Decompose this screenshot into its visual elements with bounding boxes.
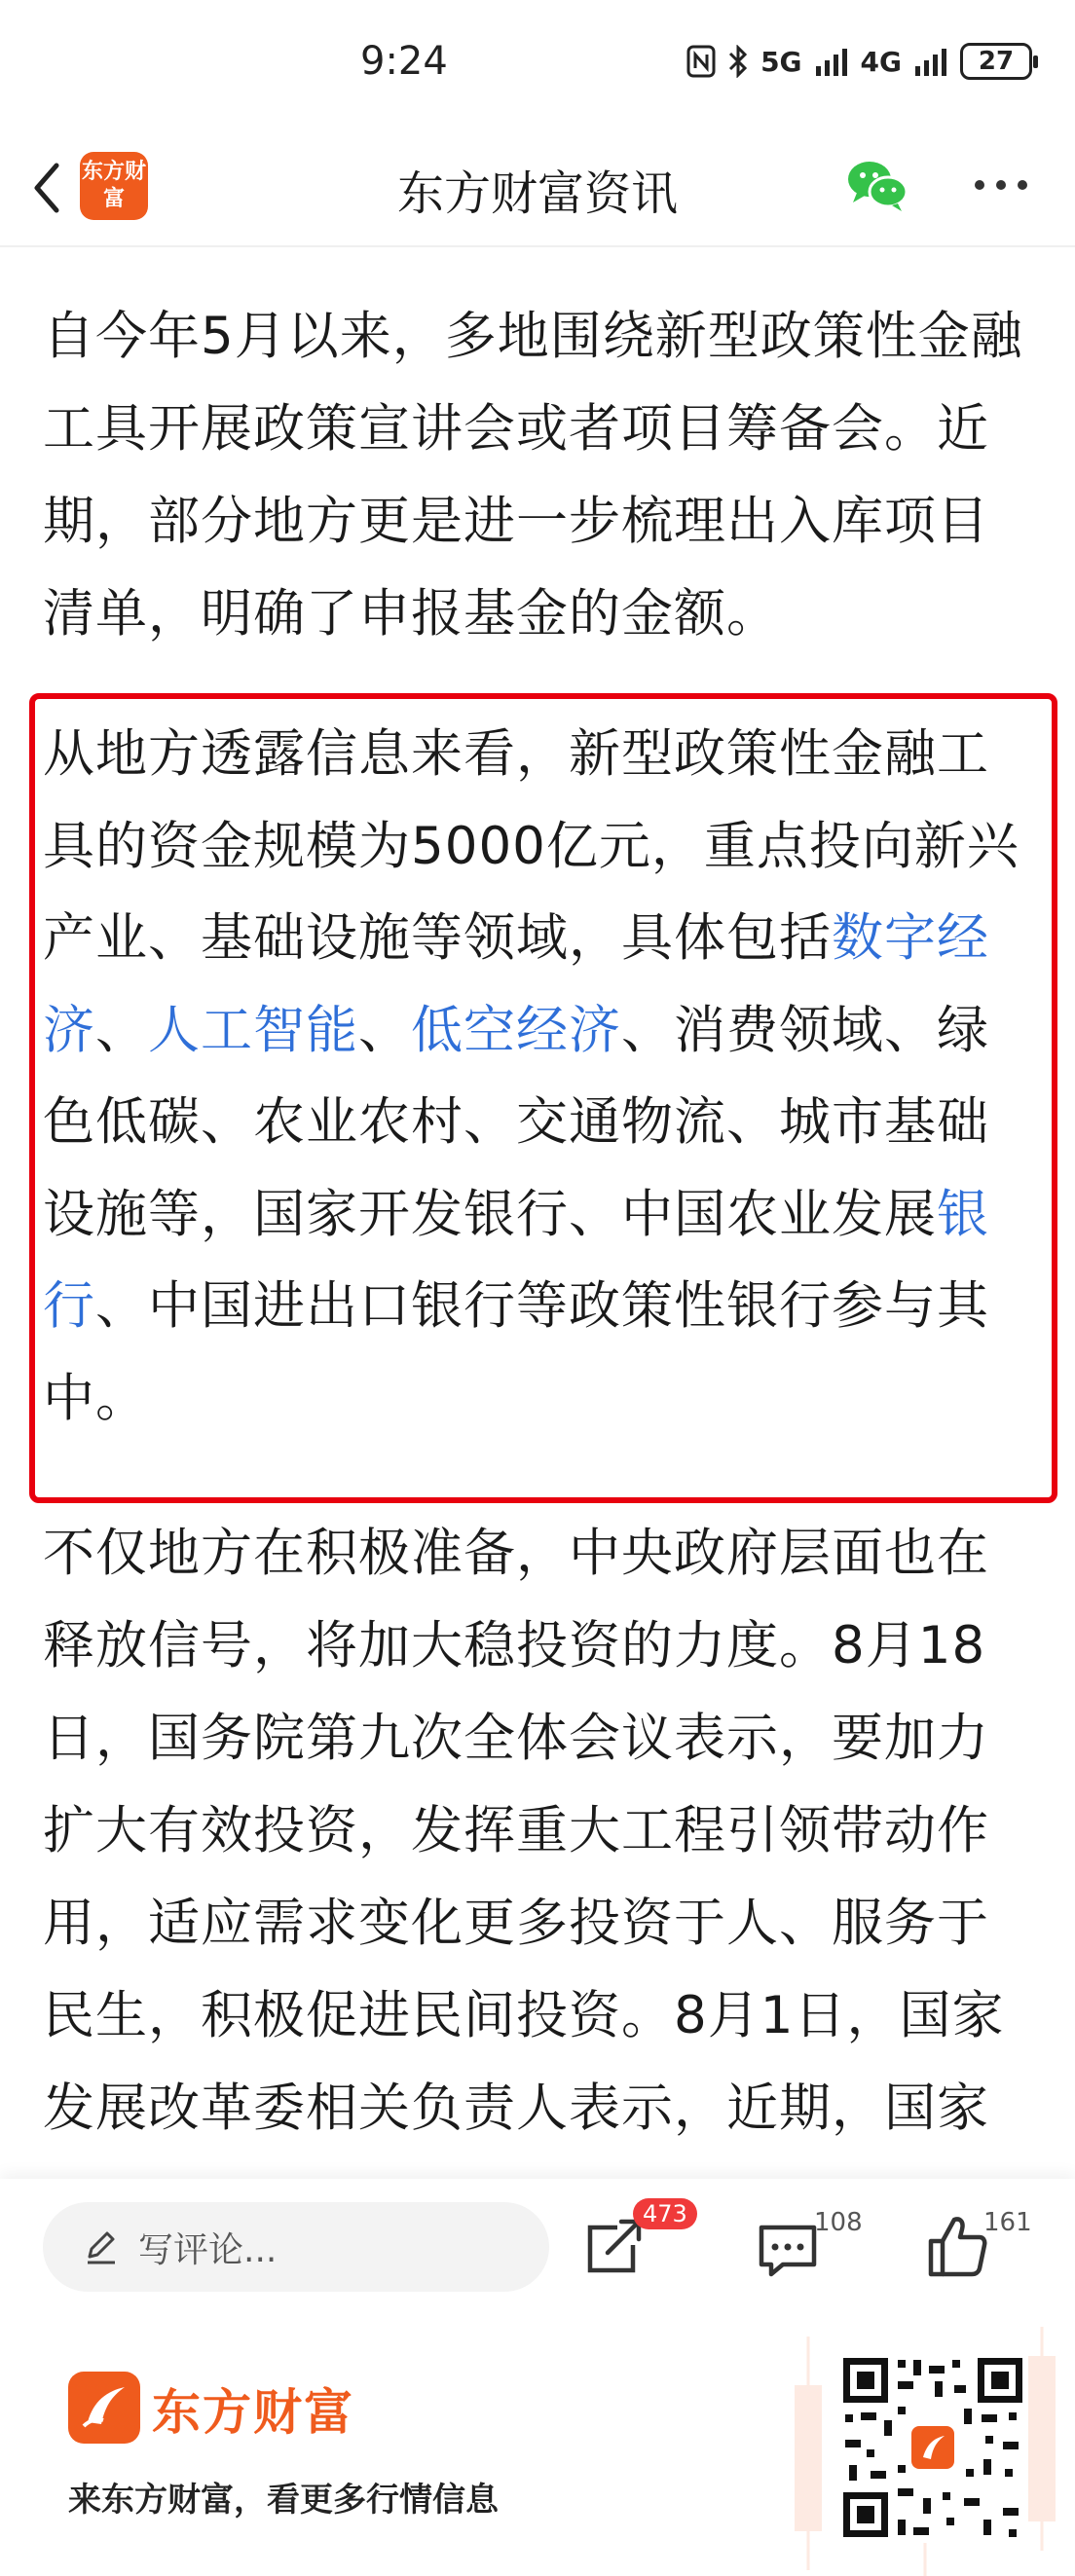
footer-logo-icon (68, 2372, 140, 2444)
action-bar (0, 2179, 1075, 2317)
comment-placeholder: 写评论... (138, 2229, 278, 2270)
para2-text-5: 、中国进出口银行等政策性银行参与其中。 (43, 1276, 989, 1428)
signal-bars-icon (814, 47, 849, 76)
status-time: 9:24 (360, 39, 448, 84)
link-low-altitude-economy[interactable]: 低空经济 (411, 1000, 621, 1060)
thumbs-up-icon[interactable] (923, 2208, 991, 2286)
signal-5g-label: 5G (760, 45, 802, 78)
app-logo: 东方财富 (80, 152, 148, 220)
like-count: 161 (983, 2208, 1032, 2237)
signal-bars-icon-2 (913, 47, 948, 76)
battery-indicator: 27 (960, 43, 1032, 80)
footer-brand: 东方财富 (152, 2384, 354, 2441)
signal-4g-label: 4G (860, 45, 902, 78)
wechat-icon[interactable] (845, 158, 909, 212)
qr-code[interactable] (837, 2352, 1028, 2543)
share-count-badge: 473 (633, 2198, 697, 2229)
status-icons (686, 43, 1032, 80)
comment-input[interactable] (43, 2202, 549, 2292)
comment-icon[interactable] (754, 2208, 822, 2286)
bluetooth-icon (727, 45, 749, 78)
para2-text-4: 、消费领域、绿色低碳、农业农村、交通物流、城市基础设施等，国家开发银行、中国农业发展 (43, 1000, 989, 1244)
link-artificial-intelligence[interactable]: 人工智能 (148, 1000, 358, 1060)
footer-slogan: 来东方财富，看更多行情信息 (68, 2481, 499, 2520)
link-bank[interactable]: 银行 (43, 1184, 989, 1336)
footer-promo (0, 2317, 1075, 2576)
article-paragraph-2 (43, 709, 1036, 1445)
para2-text-2: 、 (95, 1000, 148, 1060)
article-paragraph-1: 自今年5月以来，多地围绕新型政策性金融工具开展政策宣讲会或者项目筹备会。近期，部分地方更是进一步梳理出入库项目清单，明确了申报基金的金额。 (43, 307, 1023, 644)
link-digital-economy[interactable]: 数字经济 (43, 908, 989, 1060)
article-paragraph-3: 不仅地方在积极准备，中央政府层面也在释放信号，将加大稳投资的力度。8月18日，国务院第九次全体会议表示，要加力扩大有效投资，发挥重大工程引领带动作用，适应需求变化更多投资于人、服务于民生，积极促进民间投资。8月1日，国家发展改革委相关负责人表示，近期，国家 (43, 1524, 1005, 2138)
para2-text-3: 、 (358, 1000, 411, 1060)
para2-text-1: 从地方透露信息来看，新型政策性金融工具的资金规模为5000亿元，重点投向新兴产业、基础设施等领域，具体包括 (43, 724, 1019, 968)
nav-divider (0, 245, 1075, 247)
nav-bar (0, 136, 1075, 243)
comment-count: 108 (814, 2208, 863, 2237)
status-bar (0, 0, 1075, 136)
pencil-icon (82, 2227, 121, 2266)
more-icon[interactable] (970, 166, 1032, 204)
page-title: 东方财富资讯 (396, 166, 678, 221)
nfc-icon (686, 45, 716, 78)
